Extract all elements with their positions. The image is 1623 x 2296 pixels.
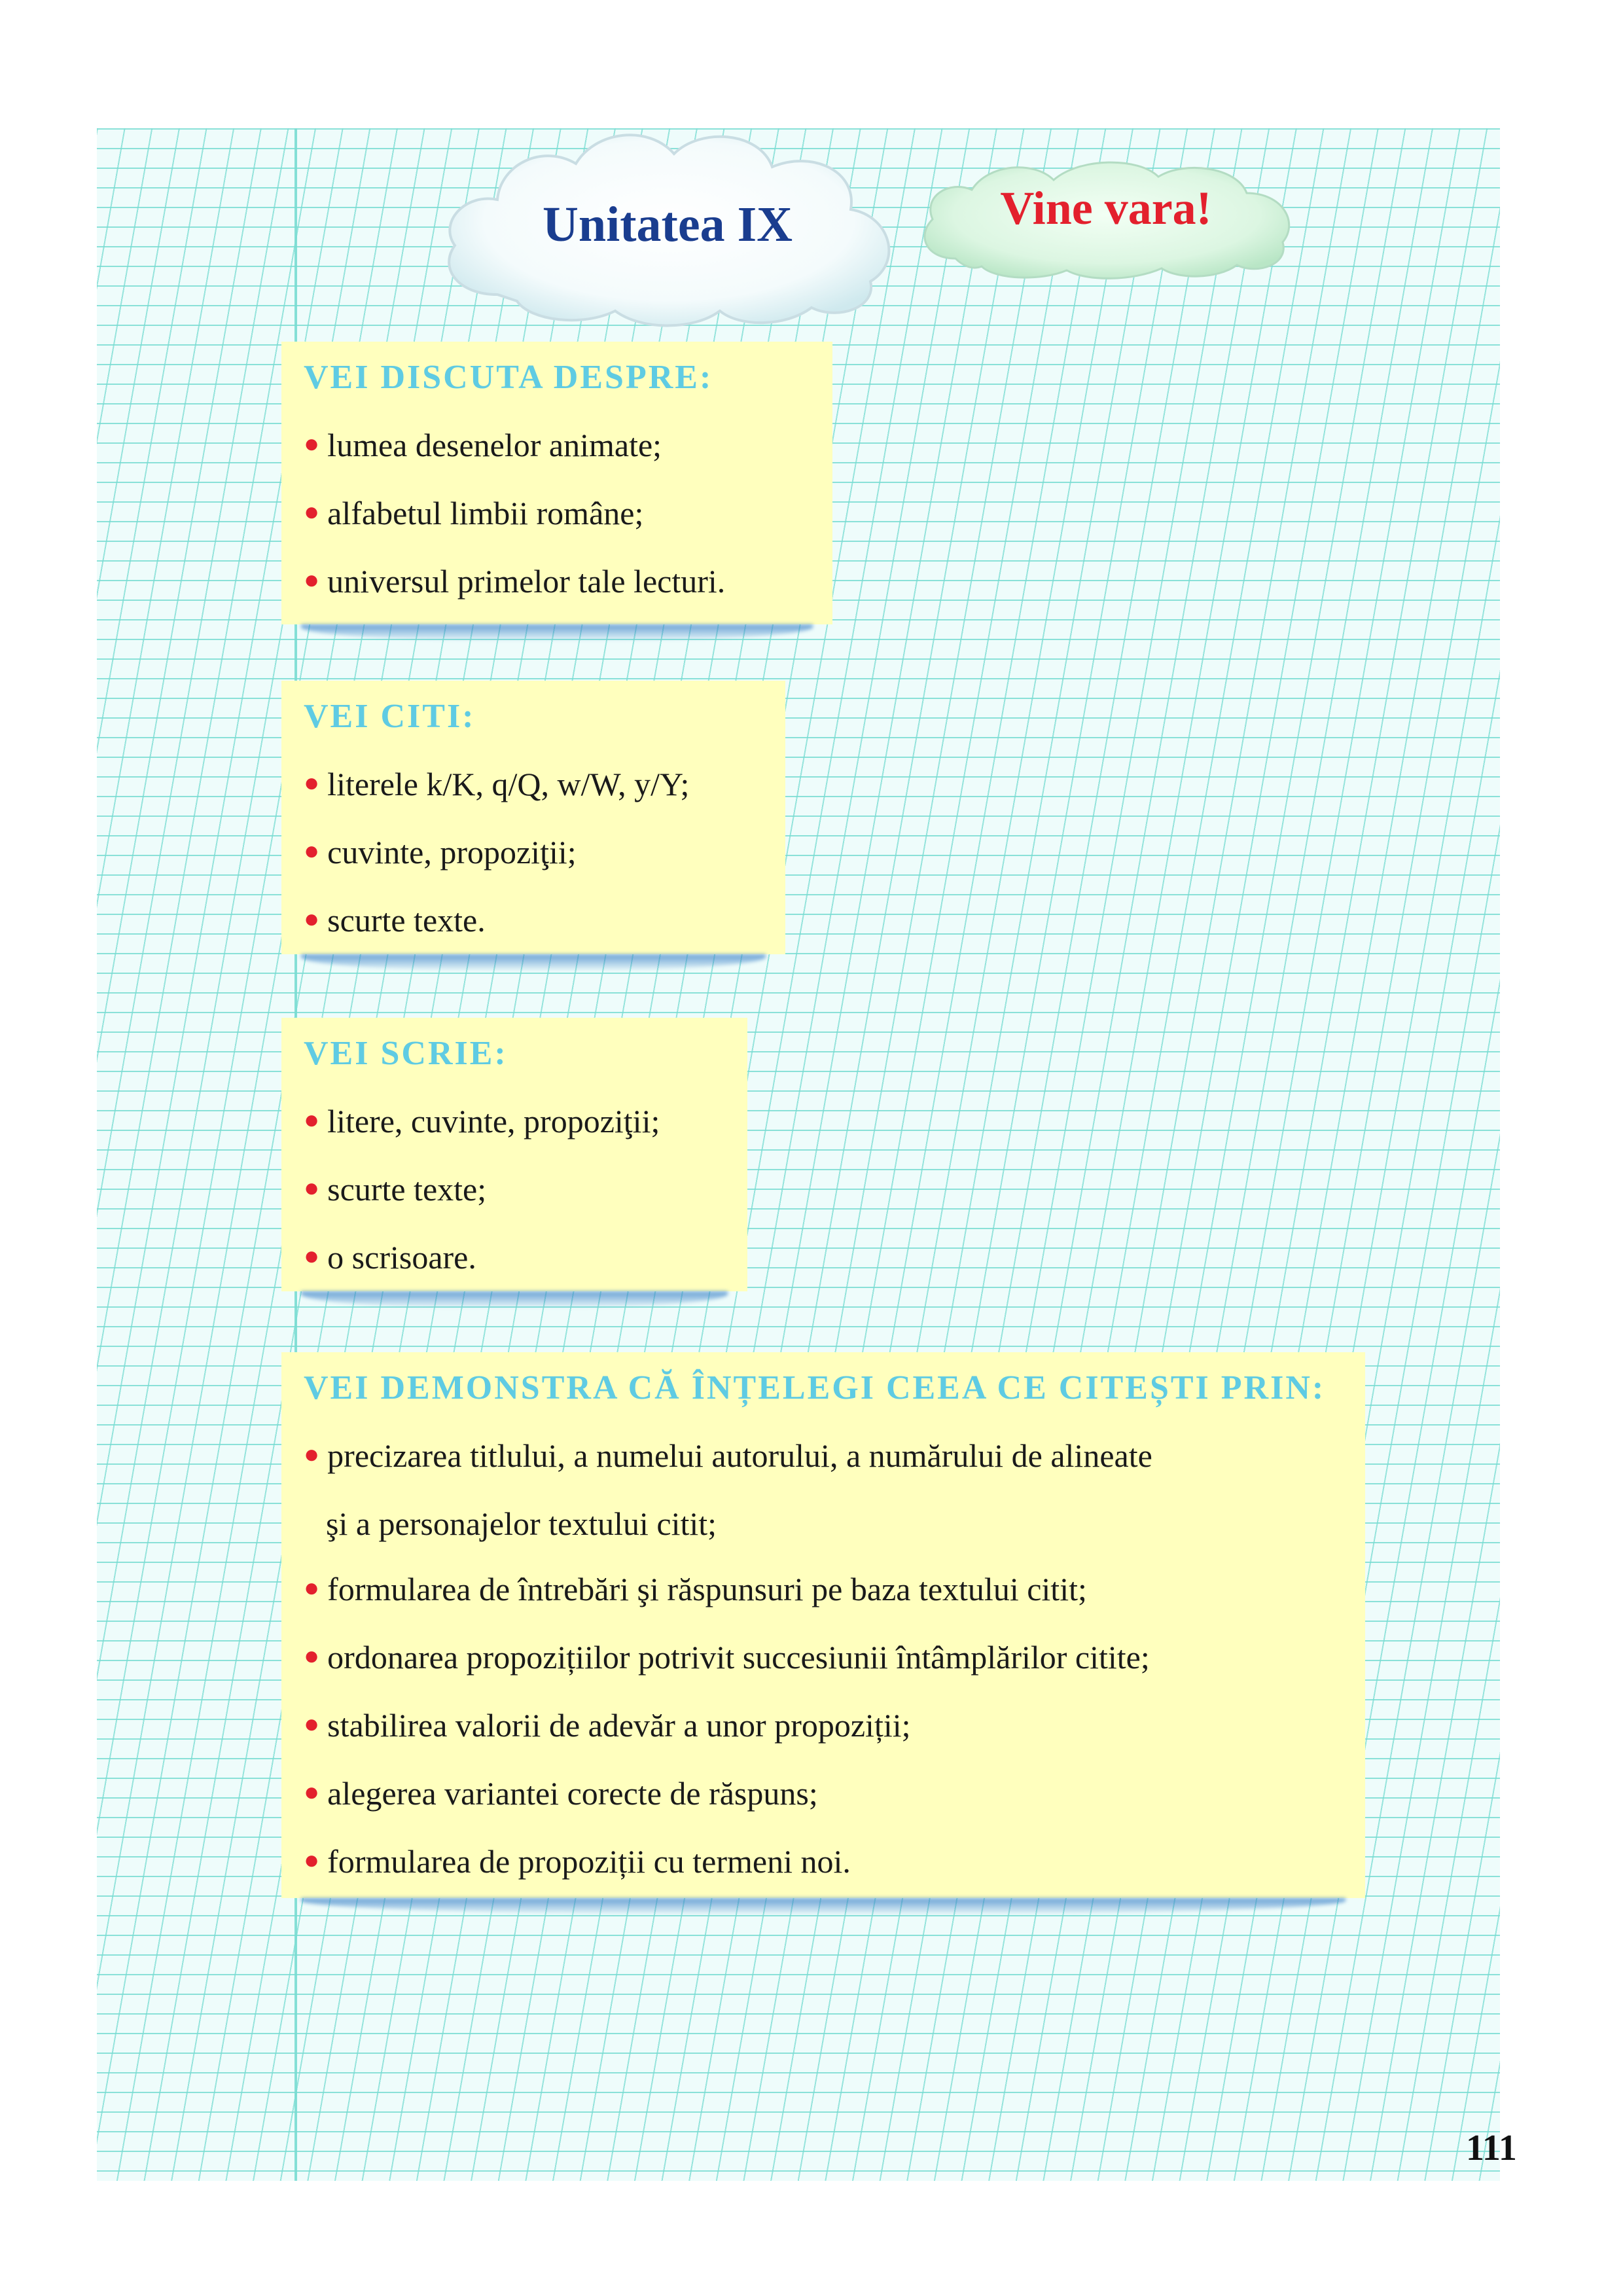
bullet-icon: ● bbox=[304, 565, 320, 594]
section-heading: VEI CITI: bbox=[304, 698, 476, 735]
list-item: ● cuvinte, propoziţii; bbox=[304, 834, 577, 870]
bullet-icon: ● bbox=[304, 1573, 320, 1602]
section-write bbox=[281, 1018, 747, 1291]
bullet-icon: ● bbox=[304, 1439, 320, 1469]
list-item-continuation: şi a personajelor textului citit; bbox=[326, 1505, 717, 1542]
bullet-icon: ● bbox=[304, 1105, 320, 1134]
bullet-icon: ● bbox=[304, 904, 320, 933]
section-demonstrate bbox=[281, 1352, 1365, 1898]
bullet-icon: ● bbox=[304, 1241, 320, 1270]
list-item: ● alegerea variantei corecte de răspuns; bbox=[304, 1775, 818, 1812]
unit-cloud bbox=[419, 118, 916, 334]
list-item: ● o scrisoare. bbox=[304, 1239, 476, 1276]
list-item: ● universul primelor tale lecturi. bbox=[304, 563, 726, 600]
section-discuss bbox=[281, 342, 832, 624]
section-heading: VEI DISCUTA DESPRE: bbox=[304, 359, 713, 396]
list-item: ● literele k/K, q/Q, w/W, y/Y; bbox=[304, 766, 690, 802]
list-item: ● precizarea titlului, a numelui autorului, a numărului de alineate bbox=[304, 1437, 1152, 1474]
list-item: ● scurte texte. bbox=[304, 902, 486, 939]
list-item: ● formularea de propoziții cu termeni noi. bbox=[304, 1843, 851, 1880]
list-item: ● alfabetul limbii române; bbox=[304, 495, 644, 531]
section-list bbox=[304, 412, 832, 617]
unit-title: Unitatea IX bbox=[542, 197, 793, 252]
bullet-icon: ● bbox=[304, 768, 320, 797]
bullet-icon: ● bbox=[304, 1709, 320, 1738]
section-list bbox=[304, 1088, 747, 1293]
section-heading: VEI SCRIE: bbox=[304, 1035, 508, 1072]
bullet-icon: ● bbox=[304, 1845, 320, 1874]
list-item: ● litere, cuvinte, propoziţii; bbox=[304, 1103, 660, 1139]
bullet-icon: ● bbox=[304, 1173, 320, 1202]
bullet-icon: ● bbox=[304, 1777, 320, 1806]
section-list bbox=[304, 751, 785, 956]
section-heading: VEI DEMONSTRA CĂ ÎNȚELEGI CEEA CE CITEȘTI PRIN: bbox=[304, 1369, 1326, 1407]
list-item: ● formularea de întrebări şi răspunsuri pe baza textului citit; bbox=[304, 1571, 1087, 1607]
list-item: ● scurte texte; bbox=[304, 1171, 487, 1208]
bullet-icon: ● bbox=[304, 429, 320, 458]
list-item: ● ordonarea propozițiilor potrivit succesiunii întâmplărilor citite; bbox=[304, 1639, 1150, 1676]
bullet-icon: ● bbox=[304, 497, 320, 526]
section-read bbox=[281, 681, 785, 954]
list-item: ● lumea desenelor animate; bbox=[304, 427, 662, 463]
theme-title: Vine vara! bbox=[1000, 182, 1212, 234]
bullet-icon: ● bbox=[304, 1641, 320, 1670]
section-list bbox=[304, 1423, 1365, 1897]
bullet-icon: ● bbox=[304, 836, 320, 865]
list-item: ● stabilirea valorii de adevăr a unor propoziții; bbox=[304, 1707, 911, 1744]
theme-cloud bbox=[910, 154, 1302, 285]
page-number: 111 bbox=[1466, 2128, 1517, 2168]
